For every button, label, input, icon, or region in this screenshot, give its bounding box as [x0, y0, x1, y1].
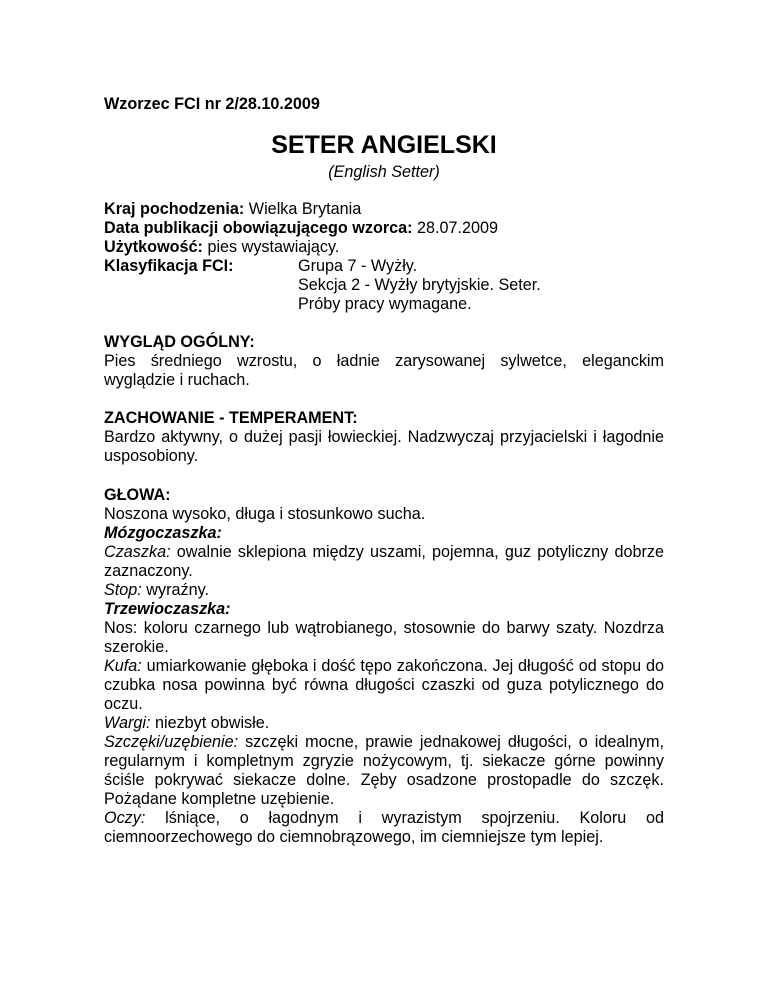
nose-paragraph: Nos: koloru czarnego lub wątrobianego, stosownie do barwy szaty. Nozdrza szerokie.	[104, 619, 664, 656]
muzzle-paragraph	[104, 657, 664, 714]
class-label: Klasyfikacja FCI:	[104, 257, 234, 275]
country-value: Wielka Brytania	[244, 200, 362, 218]
head-heading: GŁOWA:	[104, 486, 171, 504]
jaws-paragraph	[104, 733, 664, 809]
muzzle-text: umiarkowanie głęboka i dość tępo zakończona. Jej długość od stopu do czubka nosa powinna być równa długości czaszki od guza potylicznego do oczu.	[104, 657, 664, 713]
skull-label: Czaszka:	[104, 543, 171, 561]
jaws-label: Szczęki/uzębienie:	[104, 733, 239, 751]
general-heading: WYGLĄD OGÓLNY:	[104, 333, 255, 351]
jaws-text: szczęki mocne, prawie jednakowej długości, o idealnym, regularnym i kompletnym zgryzie nożycowym, tj. siekacze górne powinny ściśle pokrywać siekacze dolne. Zęby osadzone prostopadle do szczęk. Pożądane kompletne uzębienie.	[104, 733, 664, 808]
lips-paragraph	[104, 714, 664, 733]
skull-text: owalnie sklepiona między uszami, pojemna, guz potyliczny dobrze zaznaczony.	[104, 543, 664, 580]
cranial-heading: Mózgoczaszka:	[104, 524, 222, 542]
page-title: SETER ANGIELSKI	[271, 131, 497, 159]
general-text: Pies średniego wzrostu, o ładnie zarysowanej sylwetce, eleganckim wyglądzie i ruchach.	[104, 352, 664, 389]
behaviour-heading: ZACHOWANIE - TEMPERAMENT:	[104, 409, 358, 427]
stop-paragraph	[104, 581, 664, 600]
behaviour-text: Bardzo aktywny, o dużej pasji łowieckiej. Nadzwyczaj przyjacielski i łagodnie usposobiony.	[104, 428, 664, 465]
use-value: pies wystawiający.	[202, 238, 340, 256]
country-line	[104, 200, 664, 219]
use-line	[104, 238, 664, 257]
eyes-label: Oczy:	[104, 809, 146, 827]
country-label: Kraj pochodzenia:	[104, 200, 245, 218]
stop-text: wyraźny.	[141, 581, 209, 599]
class-value-1: Grupa 7 - Wyżły.	[298, 257, 418, 275]
doc-id: Wzorzec FCI nr 2/28.10.2009	[104, 95, 320, 113]
pubdate-label: Data publikacji obowiązującego wzorca:	[104, 219, 413, 237]
pubdate-value: 28.07.2009	[412, 219, 499, 237]
stop-label: Stop:	[104, 581, 142, 599]
lips-text: niezbyt obwisłe.	[150, 714, 270, 732]
head-intro: Noszona wysoko, długa i stosunkowo sucha.	[104, 505, 426, 523]
eyes-text: lśniące, o łagodnym i wyrazistym spojrzeniu. Koloru od ciemnoorzechowego do ciemnobrązowego, im ciemniejsze tym lepiej.	[104, 809, 664, 846]
lips-label: Wargi:	[104, 714, 151, 732]
page-subtitle: (English Setter)	[328, 163, 440, 181]
skull-paragraph	[104, 543, 664, 581]
class-value-3: Próby pracy wymagane.	[298, 295, 472, 313]
facial-heading: Trzewioczaszka:	[104, 600, 231, 618]
class-value-2: Sekcja 2 - Wyżły brytyjskie. Seter.	[298, 276, 541, 294]
eyes-paragraph	[104, 809, 664, 847]
muzzle-label: Kufa:	[104, 657, 142, 675]
pubdate-line	[104, 219, 664, 238]
use-label: Użytkowość:	[104, 238, 203, 256]
